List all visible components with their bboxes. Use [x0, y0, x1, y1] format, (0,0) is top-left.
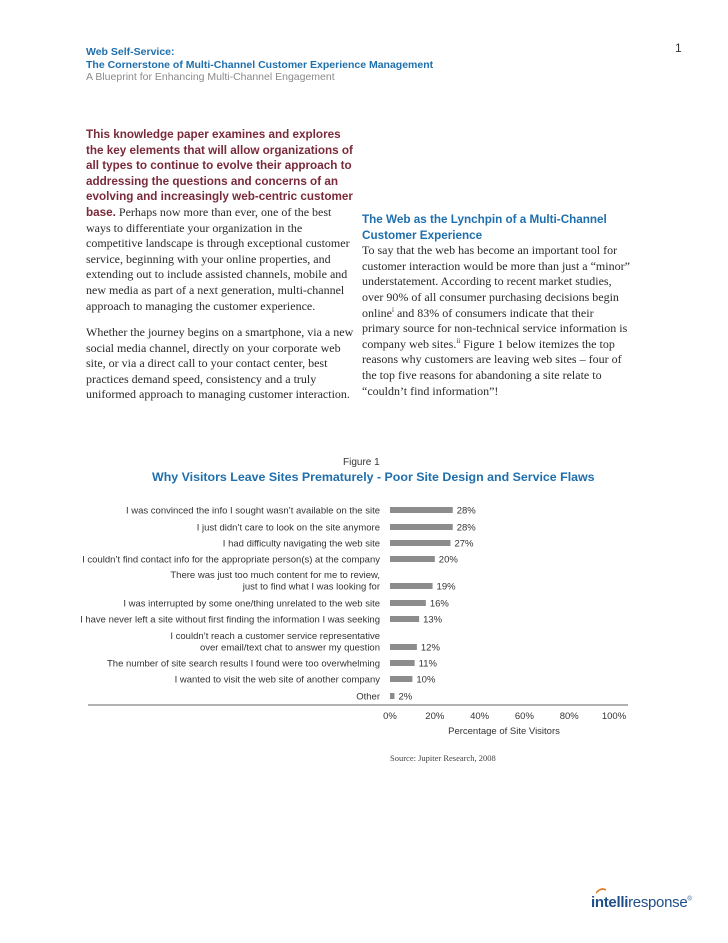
- x-tick-label: 100%: [601, 711, 627, 722]
- category-label: There was just too much content for me to review,: [170, 569, 380, 581]
- intro-body: Perhaps now more than ever, one of the best ways to differentiate your organization in the competitive landscape is through exceptional customer service, beginning with your online properties, and extending out to include assisted channels, mobile and new media as part of a next generation, multi-channel approach to managing the customer experience.: [86, 204, 350, 313]
- bar: [390, 540, 450, 546]
- chart-marks: [80, 505, 627, 737]
- figure-label: Figure 1: [343, 457, 380, 468]
- bar: [390, 524, 453, 530]
- category-label: I was interrupted by some one/thing unrelated to the web site: [123, 598, 380, 610]
- category-label: I couldn’t find contact info for the appropriate person(s) at the company: [82, 554, 380, 566]
- bar-value-label: 2%: [398, 691, 413, 703]
- bar-value-label: 19%: [436, 581, 456, 593]
- figure-source: Source: Jupiter Research, 2008: [390, 753, 496, 763]
- bar-value-label: 28%: [456, 522, 476, 534]
- x-tick-label: 80%: [559, 711, 579, 722]
- bar: [390, 507, 453, 513]
- bar-value-label: 13%: [423, 614, 443, 626]
- category-label: I was convinced the info I sought wasn’t available on the site: [125, 505, 380, 517]
- bar-value-label: 16%: [429, 598, 449, 610]
- category-label: Other: [356, 691, 380, 703]
- bar-value-label: 28%: [456, 505, 476, 517]
- footnote-ref-i: i: [392, 305, 394, 314]
- x-tick-label: 20%: [425, 711, 445, 722]
- category-label: I couldn’t reach a customer service representative: [170, 630, 380, 642]
- category-label: I just didn’t care to look on the site anymore: [196, 522, 380, 534]
- logo-swoosh-icon: [596, 888, 606, 894]
- intro-lead: This knowledge paper examines and explores the key elements that will allow organizations of all types to continue to evolve their approach to addressing the questions and concerns of an evolving and increasingly web-centric customer base.: [86, 128, 353, 219]
- intro-paragraph-2: Whether the journey begins on a smartphone, via a new social media channel, directly on your corporate web site, or via a direct call to your contact center, best practices demand speed, consistency and a truly uniformed approach to managing customer interaction.: [86, 325, 354, 402]
- category-label: I have never left a site without first finding the information I was seeking: [80, 614, 380, 626]
- x-tick-label: 0%: [383, 711, 397, 722]
- category-label: over email/text chat to answer my question: [199, 642, 380, 654]
- category-label: I wanted to visit the web site of another company: [174, 674, 380, 686]
- bar: [390, 616, 419, 622]
- logo-trademark: ®: [687, 896, 692, 903]
- category-label: The number of site search results I found were too overwhelming: [107, 658, 380, 670]
- header-title-line2: The Cornerstone of Multi-Channel Customer Experience Management: [86, 58, 434, 71]
- x-tick-label: 40%: [470, 711, 490, 722]
- bar: [390, 676, 412, 682]
- page-number: 1: [675, 41, 682, 55]
- figure-title: Why Visitors Leave Sites Prematurely - Poor Site Design and Service Flaws: [152, 470, 595, 484]
- x-axis-label: Percentage of Site Visitors: [448, 726, 560, 737]
- header-subtitle: A Blueprint for Enhancing Multi-Channel Engagement: [86, 71, 335, 83]
- bar: [390, 660, 415, 666]
- bar: [390, 693, 394, 699]
- bar: [390, 556, 435, 562]
- section-text-b: and 83% of consumers indicate that their primary source for non-technical service information is company web sites.: [362, 305, 628, 351]
- bar-value-label: 20%: [438, 554, 458, 566]
- bar-value-label: 11%: [418, 658, 437, 670]
- bar: [390, 583, 433, 589]
- logo-part2: response: [628, 894, 688, 911]
- section-heading: The Web as the Lynchpin of a Multi-Channel Customer Experience: [362, 213, 607, 242]
- header-title-line1: Web Self-Service:: [86, 46, 175, 58]
- intelliresponse-logo: [591, 894, 692, 912]
- bar-value-label: 27%: [454, 538, 474, 550]
- section-text-a: To say that the web has become an important tool for customer interaction would be more than just a “minor” understatement. According to recent market studies, over 90% of all consumer purchasing decisions begin online: [362, 243, 630, 320]
- category-label: I had difficulty navigating the web site: [222, 538, 380, 550]
- bar-value-label: 12%: [420, 642, 440, 654]
- footnote-ref-ii: ii: [456, 336, 461, 345]
- section-text-c: Figure 1 below itemizes the top reasons why customers are leaving web sites – four of the top five reasons for abandoning a site relate to “couldn’t find information”!: [362, 336, 622, 398]
- x-tick-label: 60%: [514, 711, 534, 722]
- bar: [390, 600, 426, 606]
- bar-value-label: 10%: [416, 674, 436, 686]
- category-label: just to find what I was looking for: [242, 581, 380, 593]
- logo-part1: intelli: [591, 894, 629, 911]
- bar: [390, 644, 417, 650]
